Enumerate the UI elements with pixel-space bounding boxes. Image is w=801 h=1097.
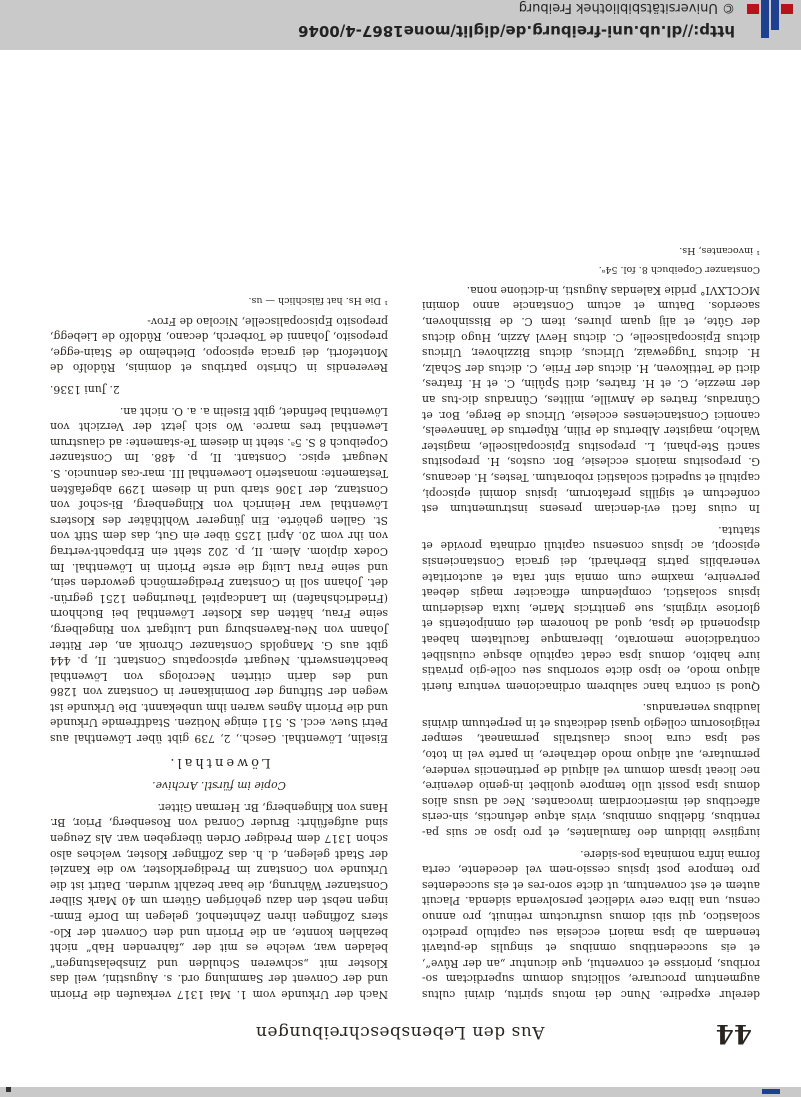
footnote: Constanzer Copeibuch 8. fol. 54ᵃ. [598, 264, 760, 276]
blue-mark-icon [762, 1089, 780, 1094]
source-url[interactable]: http://dl.ub.uni-freiburg.de/diglit/mone1867-4/0046 [298, 22, 735, 40]
page-header [40, 1008, 760, 1048]
ub-freiburg-logo-icon [741, 0, 801, 50]
intro-paragraph: Nach der Urkunde vom 1. Mai 1317 verkaufen die Priorin und der Convent der Sammlung ord. s. Augustini, weil das Kloster mit „schweren Schulden und Zinsbelastungen“ beladen war, welche es mit der „fahrenden Hab“ nicht bezahlen konnte, an die Priorin und den Convent der Klo-sters Zoffingen ihren Zehntenhof, gelegen im Dorfe Emm-ingen nebst den dazu gehörigen Gütern um 40 Mark Silber Constanzer Währung, die baar bezahlt wurden. Datirt ist die Urkunde von Constanz im Predigerkloster, wo die Kanzlei der Stadt gelegen, d. h. das Zoffinger Kloster, welches also schon 1317 dem Prediger Orden übergeben war. Als Zeugen sind aufgeführt: Bruder Conrad von Rosenberg, Prior, Br. Hans von Klingenberg, Br. Herman Gitter. [50, 800, 388, 1001]
footnote: ¹ Die Hs. hat fälschlich — us. [248, 295, 388, 307]
right-column [50, 294, 388, 1002]
library-banner [0, 0, 801, 50]
section-heading: Löwenthal. [167, 754, 271, 770]
section-body: Eiselin, Löwenthal. Gesch., 2, 739 gibt über Löwenthal aus Petri Suev. eccl. S. 511 einige Notizen. Stadtfremde Urkunde und die Priorin Agnes waren ihm unbekannt. Die Urkunde ist wegen der Stiftung der Dominikaner in Constanz von 1286 und des darin citirten Necrologs von Löwenthal beachtenswerth. Neugart episcopatus Constant. II, p. 444 gibt aus G. Mangolds Constanzer Chronik an, der Ritter Johann von Neu-Ravensburg und Luitgart von Ringelberg, seine Frau, hätten das Kloster Löwenthal bei Buchhorn (Friedrichshafen) im Landcapitel Theuringen 1251 gegrün-det. Johann soll in Constanz Predigermönch geworden sein, und seine Frau Luitg die erste Priorin in Löwenthal. Im Codex diplom. Alem. II, p. 202 steht ein Erbpacht-vertrag von ihr vom 20. April 1255 über ein Gut, das dem Stift von St. Gallen gehörte. Ein jüngerer Wohlthäter des Klosters Löwenthal war Heinrich von Klingenberg, Bi-schof von Constanz, der 1306 starb und in diesem 1299 abgefaßten Testamente: monasterio Loewenthal III. mar-cas denuncio. S. Neugart episc. Constant. II, p. 488. Im Constanzer Copeibuch 8 S. 5ᵃ. steht in diesem Te-stamente: ad claustrum Lewenthal tres marce. Wo sich jetzt der Verzicht von Löwenthal befindet, gibt Eiselin a. a. O. nicht an. [50, 404, 388, 746]
copyright-notice: © Universitätsbibliothek Freiburg [518, 0, 735, 15]
latin-text: Reverendis in Christo patribus et dominis, Rûdolfo de Monteforti, dei gracia episcopo, Diethelmo de Stain-egge, preposito, Johanni de Torberch, decano, Rûdolfo de Liebegg, preposito Episcopaliscelle, Nicolao de Frov- [50, 314, 388, 375]
page-number: 44 [715, 1018, 752, 1048]
bottom-strip [0, 1087, 801, 1097]
left-column [422, 244, 760, 1002]
document-date: 2. Juni 1336. [50, 383, 120, 397]
book-page-rotated [40, 88, 760, 1048]
archive-caption: Copie im fürstl. Archive. [152, 779, 286, 793]
footnote: ¹ invocantes, Hs. [679, 245, 760, 257]
left-paragraph: derelur expedire. Nunc dei motus spiritu, divini cultus augmentum procurare, sollicitus domum superdictam so-roribus, priorisse et conventui, que dicuntur „an der Rûve“, et eis succedentibus omnibus et singulis de-putavit tenendam ab ipsa maiori ecclesia seu capitulo predicto scolastico, qui sibi domus usufructum retinuit, pro annuo censu, una libra cere videlicet persolvenda sidenda. Placuit autem et est conventum, ut dicte soro-res et eis succedentes pro tempore post ipsius cessio-nem vel decedente, certa forma infra nominata pos-sidere. [422, 847, 760, 1001]
left-paragraph: In cuius facti evi-denciam presens instrumentum est confectum et sigillis prefatorum, ipsius domini episcopi, capituli et supedicti scolastici roboratum. Testes, H. decanus, G. prepositus maioris ecclesie, Bor. custos, H. prepositus sancti Ste-phani, L. prepositus Episcopaliscelle, magister Walcho, magister Albertus de Pilin, Rûpertus de Tanneveels, canonici Constancienses ecclesie, Ulricus de Berge, Bor. et Cûnradus, fratres de Anwille, milites, Cûnradus dic-tus an der mezzie, C. et H. fratres, dicti Spûlin, C. et H. fratres, dicti de Tettikoven, H. dictus der Friie, C. dictus der Schalz, H. dictus Tuggewaiz, Ulricus, dictus Bizzihover, Ulricus dictus Episcopaliscelle, C. dictus Hevvl Azzin, Hugo dictus der Gûte, et alij quam plures, item C. de Bissinhoven, sacerdos. Datum et actum Constancie anno domini MCCLXVI° pridie Kalendas Augusti, in-dictione nona. [422, 283, 760, 516]
left-paragraph: Quod si contra hanc salubrem ordinacionem ventura fuerit aliquo modo, eo ipso dicte sororibus seu colle-gio privatis iure habito, domus ipsa cedat capitulo absque cuiuslibet contradicione memorato, liberamque facultatem habeat disponendi de ipsa, quod ad honorem dei omnipotentis et gloriose virginis, sue genitricis Marie, iuxta desiderium ipsius scolastici, complendum efficaciter magis debeat pervenire, maxime cum omnia sint rata et auctoritate venerabilis patris Eberhardi, dei gracia Constanciensis episcopi, ac ipsius consensu capituli ordinata provide et statuta. [422, 523, 760, 693]
corner-mark [6, 1087, 11, 1092]
left-paragraph: iurgiisve libidum deo famulantes, et pro ipso ac suis pa-rentibus, fidelibus omnibus, vivis atque defunctis, sin-ceris affectibus dei misericordiam invocantes. Nec ad usus alios domus ipsa possit ullo tempore quolibet in-genio devenire, nec liceat ipsam domum vel aliquid de pertinenciis vendere, permutare, aut aliquo modo detrahere, in parte vel in toto, sed ipsa cura locus claustralis permaneat, semper religiosorum collegio quasi dedicatus et in perpetuum divinis laudibus venerandus. [422, 701, 760, 840]
running-title: Aus den Lebensbeschreibungen [255, 1022, 545, 1042]
